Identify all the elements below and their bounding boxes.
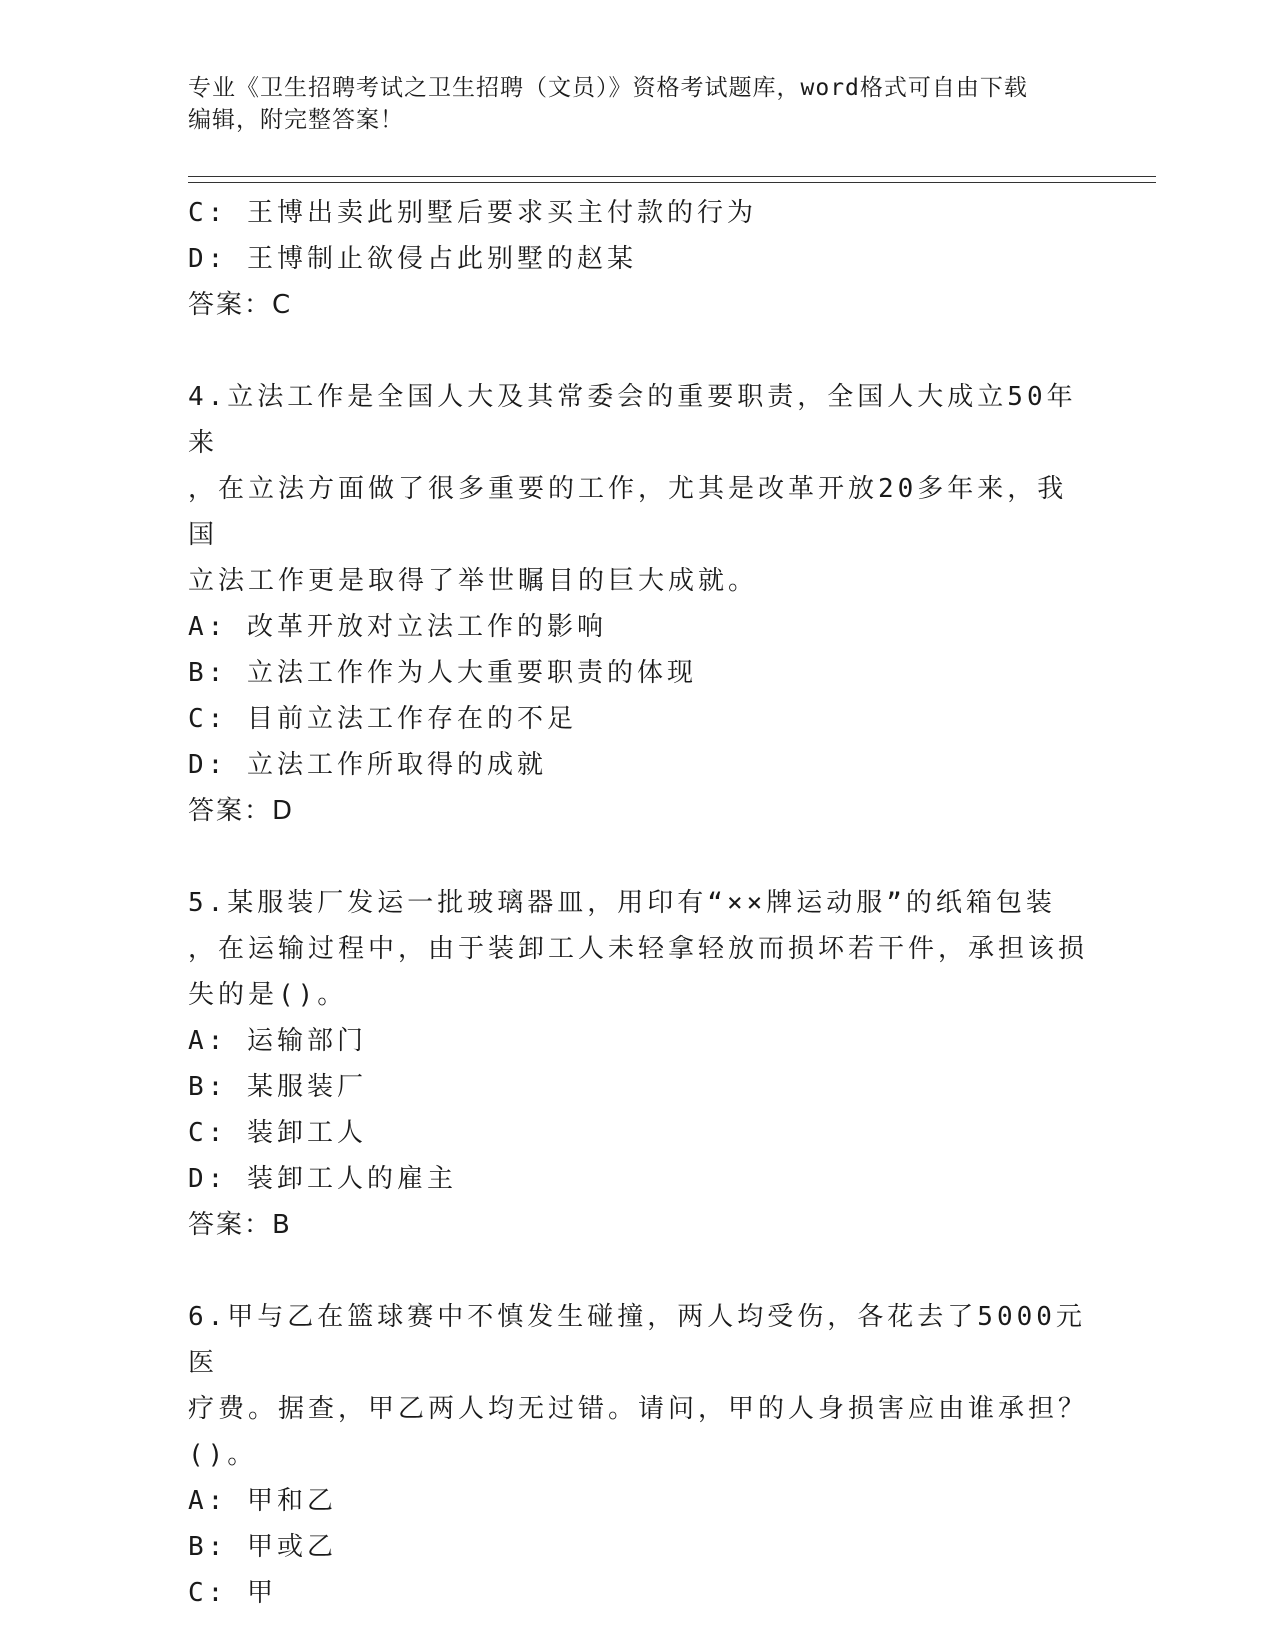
question-4-option-d: D: 立法工作所取得的成就 bbox=[188, 750, 547, 780]
question-4-line-3: 立法工作更是取得了举世瞩目的巨大成就。 bbox=[188, 566, 759, 596]
question-4-text bbox=[188, 374, 1088, 604]
question-4-answer: 答案：D bbox=[188, 796, 295, 826]
question-5-option-d: D: 装卸工人的雇主 bbox=[188, 1164, 457, 1194]
question-4-option-a: A: 改革开放对立法工作的影响 bbox=[188, 612, 607, 642]
question-5-line-2: ，在运输过程中，由于装卸工人未轻拿轻放而损坏若干件，承担该损 bbox=[188, 934, 1089, 964]
option-c-prev: C: 王博出卖此别墅后要求买主付款的行为 bbox=[188, 198, 757, 228]
spacer bbox=[188, 328, 1088, 374]
question-6-option-a: A: 甲和乙 bbox=[188, 1486, 337, 1516]
option-d-prev: D: 王博制止欲侵占此别墅的赵某 bbox=[188, 244, 637, 274]
header-divider-top bbox=[188, 176, 1156, 177]
spacer bbox=[188, 834, 1088, 880]
question-4-option-b: B: 立法工作作为人大重要职责的体现 bbox=[188, 658, 697, 688]
question-6-option-b: B: 甲或乙 bbox=[188, 1532, 337, 1562]
question-5-line-1: 5.某服装厂发运一批玻璃器皿，用印有“××牌运动服”的纸箱包装 bbox=[188, 888, 1056, 918]
question-6-line-2: 疗费。据查，甲乙两人均无过错。请问，甲的人身损害应由谁承担？ bbox=[188, 1394, 1089, 1424]
question-5-option-b: B: 某服装厂 bbox=[188, 1072, 367, 1102]
question-6-option-c: C: 甲 bbox=[188, 1578, 277, 1608]
question-5-option-c: C: 装卸工人 bbox=[188, 1118, 367, 1148]
header-line-2: 编辑，附完整答案！ bbox=[188, 107, 404, 133]
header-line-1: 专业《卫生招聘考试之卫生招聘（文员）》资格考试题库，word格式可自由下载 bbox=[188, 75, 1028, 101]
document-header bbox=[188, 72, 1088, 136]
question-list bbox=[188, 190, 1088, 1616]
question-5-answer: 答案：B bbox=[188, 1210, 292, 1240]
spacer bbox=[188, 1248, 1088, 1294]
question-4-line-1: 4.立法工作是全国人大及其常委会的重要职责，全国人大成立50年来 bbox=[188, 382, 1077, 458]
question-4-line-2: ，在立法方面做了很多重要的工作，尤其是改革开放20多年来，我国 bbox=[188, 474, 1068, 550]
question-5-line-3: 失的是()。 bbox=[188, 980, 348, 1010]
question-5-option-a: A: 运输部门 bbox=[188, 1026, 367, 1056]
answer-prev: 答案：C bbox=[188, 290, 293, 320]
question-4-option-c: C: 目前立法工作存在的不足 bbox=[188, 704, 577, 734]
question-6-line-1: 6.甲与乙在篮球赛中不慎发生碰撞，两人均受伤，各花去了5000元医 bbox=[188, 1302, 1086, 1378]
header-divider-bottom bbox=[188, 182, 1156, 183]
question-6-text bbox=[188, 1294, 1088, 1478]
question-5-text bbox=[188, 880, 1088, 1018]
question-6-line-3: ()。 bbox=[188, 1440, 258, 1470]
